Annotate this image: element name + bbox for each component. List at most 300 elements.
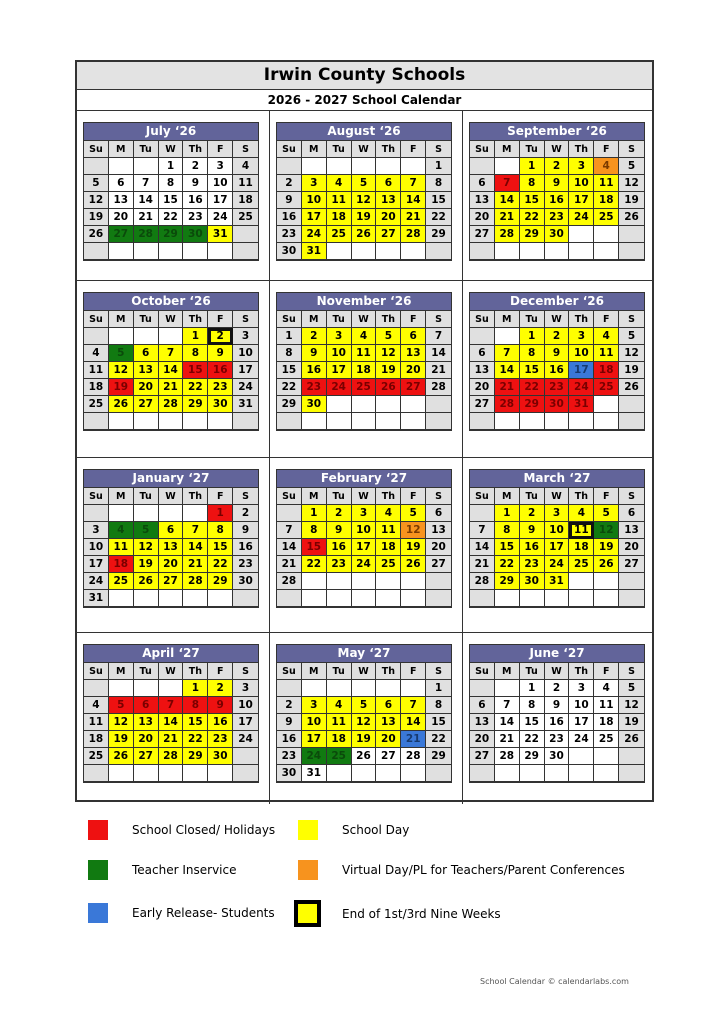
empty-cell [470,505,495,522]
empty-cell [594,396,619,413]
weekday-header: S [233,311,258,328]
day-cell: 3 [302,175,327,192]
day-cell: 3 [327,328,352,345]
month-section [77,458,270,633]
day-cell: 14 [401,714,426,731]
day-cell: 25 [376,556,401,573]
empty-cell [183,243,208,260]
weekday-header: F [208,488,233,505]
day-cell: 25 [84,748,109,765]
empty-cell [352,158,377,175]
weekday-header: Th [376,311,401,328]
empty-cell [401,413,426,430]
weekday-header: S [233,141,258,158]
day-cell: 27 [619,556,644,573]
weekday-header: Tu [327,141,352,158]
day-cell: 28 [277,573,302,590]
empty-cell [302,158,327,175]
empty-cell [401,243,426,260]
day-cell: 17 [84,556,109,573]
empty-cell [426,590,451,607]
day-cell: 18 [569,539,594,556]
day-cell: 10 [569,175,594,192]
day-cell: 22 [159,209,184,226]
day-cell: 17 [545,539,570,556]
weekday-header: Tu [520,311,545,328]
day-cell: 26 [594,556,619,573]
weekday-header: M [109,311,134,328]
day-cell: 28 [183,573,208,590]
day-cell: 27 [134,748,159,765]
day-cell: 13 [470,192,495,209]
day-cell: 5 [619,680,644,697]
weekday-header: W [545,311,570,328]
weekday-header: Su [277,488,302,505]
day-cell: 27 [401,379,426,396]
day-cell: 11 [327,714,352,731]
weekday-header: Th [569,488,594,505]
day-cell: 27 [470,748,495,765]
month-section [270,281,463,458]
weekday-header: W [545,141,570,158]
empty-cell [470,413,495,430]
day-cell: 30 [520,573,545,590]
day-cell: 27 [470,396,495,413]
empty-cell [619,748,644,765]
inservice-swatch [88,860,108,880]
weekday-header: S [233,663,258,680]
day-cell: 3 [208,158,233,175]
weekday-header: S [619,663,644,680]
day-cell: 6 [470,345,495,362]
weekday-header: Tu [520,141,545,158]
day-cell: 20 [376,209,401,226]
day-cell: 19 [134,556,159,573]
empty-cell [109,158,134,175]
day-cell: 3 [352,505,377,522]
day-cell: 18 [594,362,619,379]
day-cell: 7 [426,328,451,345]
day-cell: 10 [208,175,233,192]
month-title: December ‘26 [470,293,644,311]
day-cell: 5 [619,328,644,345]
weekday-header: S [619,141,644,158]
empty-cell [134,413,159,430]
day-cell: 9 [208,345,233,362]
day-cell: 23 [302,379,327,396]
day-cell: 30 [208,396,233,413]
day-cell: 31 [302,765,327,782]
empty-cell [594,590,619,607]
day-cell: 3 [569,158,594,175]
month-days-grid [84,311,258,430]
day-cell: 31 [302,243,327,260]
day-cell: 19 [376,362,401,379]
day-cell: 28 [159,396,184,413]
weekday-header: Tu [327,311,352,328]
day-cell: 23 [545,209,570,226]
day-cell: 1 [426,680,451,697]
day-cell: 12 [109,362,134,379]
day-cell: 4 [569,505,594,522]
legend-label: Early Release- Students [132,906,275,920]
empty-cell [619,396,644,413]
empty-cell [159,505,184,522]
day-cell: 21 [401,731,426,748]
day-cell: 24 [327,379,352,396]
empty-cell [520,413,545,430]
day-cell: 6 [619,505,644,522]
empty-cell [208,413,233,430]
day-cell: 24 [233,379,258,396]
day-cell: 9 [277,714,302,731]
day-cell: 10 [233,345,258,362]
day-cell: 11 [109,539,134,556]
weekday-header: M [109,663,134,680]
day-cell: 18 [352,362,377,379]
legend-label: Virtual Day/PL for Teachers/Parent Conferences [342,863,625,877]
empty-cell [208,765,233,782]
day-cell: 16 [208,362,233,379]
weekday-header: Su [84,663,109,680]
month-days-grid [470,663,644,782]
day-cell: 25 [84,396,109,413]
day-cell: 29 [208,573,233,590]
day-cell: 12 [619,175,644,192]
weekday-header: Tu [134,311,159,328]
day-cell: 14 [401,192,426,209]
day-cell: 2 [520,505,545,522]
weekday-header: M [302,663,327,680]
day-cell: 25 [109,573,134,590]
day-cell: 24 [302,226,327,243]
day-cell: 22 [183,731,208,748]
month-calendar [83,469,259,608]
day-cell: 17 [569,714,594,731]
weekday-header: W [159,141,184,158]
legend-nine-weeks [294,900,501,927]
empty-cell [545,413,570,430]
day-cell: 24 [569,731,594,748]
empty-cell [327,590,352,607]
empty-cell [352,573,377,590]
empty-cell [376,680,401,697]
weekday-header: Su [84,311,109,328]
weekday-header: M [109,141,134,158]
weekday-header: Th [569,311,594,328]
empty-cell [401,590,426,607]
day-cell: 20 [109,209,134,226]
day-cell: 7 [470,522,495,539]
day-cell: 31 [569,396,594,413]
day-cell: 30 [277,243,302,260]
day-cell: 4 [594,158,619,175]
empty-cell [352,396,377,413]
day-cell: 1 [426,158,451,175]
day-cell: 2 [302,328,327,345]
day-cell: 29 [277,396,302,413]
empty-cell [134,680,159,697]
empty-cell [327,243,352,260]
day-cell: 2 [277,697,302,714]
day-cell: 9 [545,175,570,192]
day-cell: 24 [352,556,377,573]
empty-cell [84,765,109,782]
weekday-header: F [401,311,426,328]
day-cell: 5 [109,345,134,362]
month-title: February ‘27 [277,470,451,488]
empty-cell [277,590,302,607]
day-cell: 15 [520,362,545,379]
weekday-header: Tu [327,663,352,680]
day-cell: 6 [134,697,159,714]
page-title: Irwin County Schools [77,62,652,90]
weekday-header: Tu [327,488,352,505]
day-cell: 4 [376,505,401,522]
empty-cell [520,590,545,607]
empty-cell [545,243,570,260]
day-cell: 18 [233,192,258,209]
day-cell: 7 [401,697,426,714]
day-cell: 22 [183,379,208,396]
empty-cell [495,590,520,607]
page-subtitle: 2026 - 2027 School Calendar [77,90,652,111]
day-cell: 27 [376,226,401,243]
weekday-header: W [159,488,184,505]
empty-cell [569,748,594,765]
weekday-header: F [208,141,233,158]
weekday-header: W [545,488,570,505]
day-cell: 25 [327,226,352,243]
day-cell: 1 [302,505,327,522]
weekday-header: F [208,663,233,680]
day-cell: 20 [470,379,495,396]
day-cell: 20 [619,539,644,556]
empty-cell [134,505,159,522]
empty-cell [277,505,302,522]
day-cell: 27 [109,226,134,243]
weekday-header: Su [470,141,495,158]
day-cell: 25 [594,209,619,226]
empty-cell [495,765,520,782]
day-cell: 5 [134,522,159,539]
day-cell: 14 [495,192,520,209]
day-cell: 24 [84,573,109,590]
calendar-frame [75,60,654,802]
empty-cell [594,748,619,765]
day-cell: 15 [495,539,520,556]
day-cell: 31 [208,226,233,243]
month-title: January ‘27 [84,470,258,488]
empty-cell [134,765,159,782]
empty-cell [233,748,258,765]
month-calendar [83,292,259,431]
weekday-header: F [594,141,619,158]
day-cell: 9 [277,192,302,209]
months-grid [77,111,652,804]
day-cell: 25 [594,379,619,396]
day-cell: 30 [277,765,302,782]
day-cell: 27 [134,396,159,413]
day-cell: 2 [545,328,570,345]
day-cell: 11 [594,697,619,714]
empty-cell [109,680,134,697]
day-cell: 30 [545,748,570,765]
day-cell: 16 [327,539,352,556]
weekday-header: F [594,663,619,680]
day-cell: 15 [426,192,451,209]
day-cell: 30 [302,396,327,413]
day-cell: 25 [569,556,594,573]
day-cell: 28 [134,226,159,243]
weekday-header: S [619,311,644,328]
day-cell: 10 [569,697,594,714]
month-section [463,633,652,804]
empty-cell [183,590,208,607]
day-cell: 30 [183,226,208,243]
empty-cell [352,680,377,697]
empty-cell [134,243,159,260]
day-cell: 23 [277,748,302,765]
day-cell: 26 [352,226,377,243]
empty-cell [109,765,134,782]
empty-cell [376,396,401,413]
day-cell: 24 [233,731,258,748]
day-cell: 1 [183,328,208,345]
empty-cell [159,590,184,607]
month-days-grid [84,141,258,260]
empty-cell [426,765,451,782]
month-calendar [469,469,645,608]
month-title: August ‘26 [277,123,451,141]
day-cell: 12 [594,522,619,539]
day-cell: 11 [569,522,594,539]
day-cell: 3 [569,328,594,345]
day-cell: 11 [233,175,258,192]
month-title: April ‘27 [84,645,258,663]
day-cell: 1 [183,680,208,697]
day-cell: 22 [426,731,451,748]
day-cell: 28 [495,748,520,765]
day-cell: 16 [183,192,208,209]
empty-cell [233,413,258,430]
empty-cell [470,680,495,697]
weekday-header: Tu [134,141,159,158]
day-cell: 15 [520,714,545,731]
day-cell: 30 [545,226,570,243]
empty-cell [470,590,495,607]
day-cell: 2 [545,680,570,697]
empty-cell [594,413,619,430]
day-cell: 1 [520,158,545,175]
weekday-header: S [619,488,644,505]
day-cell: 10 [302,714,327,731]
empty-cell [520,765,545,782]
empty-cell [569,765,594,782]
day-cell: 3 [233,328,258,345]
empty-cell [159,765,184,782]
day-cell: 17 [352,539,377,556]
empty-cell [109,328,134,345]
day-cell: 6 [426,505,451,522]
day-cell: 11 [376,522,401,539]
day-cell: 8 [520,175,545,192]
day-cell: 11 [594,345,619,362]
day-cell: 21 [401,209,426,226]
day-cell: 20 [470,731,495,748]
day-cell: 19 [594,539,619,556]
empty-cell [401,573,426,590]
day-cell: 22 [426,209,451,226]
day-cell: 1 [159,158,184,175]
empty-cell [327,680,352,697]
day-cell: 17 [233,362,258,379]
empty-cell [594,243,619,260]
day-cell: 24 [545,556,570,573]
legend-label: School Closed/ Holidays [132,823,276,837]
day-cell: 29 [183,748,208,765]
weekday-header: F [594,488,619,505]
empty-cell [109,590,134,607]
empty-cell [277,413,302,430]
day-cell: 7 [401,175,426,192]
day-cell: 8 [520,345,545,362]
day-cell: 2 [545,158,570,175]
day-cell: 28 [495,226,520,243]
empty-cell [401,158,426,175]
weekday-header: M [302,488,327,505]
empty-cell [569,243,594,260]
day-cell: 17 [569,362,594,379]
empty-cell [545,765,570,782]
month-title: July ‘26 [84,123,258,141]
month-days-grid [470,488,644,607]
month-calendar [469,122,645,261]
empty-cell [376,158,401,175]
empty-cell [109,505,134,522]
day-cell: 7 [159,345,184,362]
day-cell: 4 [594,680,619,697]
day-cell: 15 [183,362,208,379]
day-cell: 26 [109,396,134,413]
weekday-header: Tu [520,488,545,505]
day-cell: 13 [470,362,495,379]
weekday-header: M [495,141,520,158]
day-cell: 13 [109,192,134,209]
empty-cell [84,413,109,430]
day-cell: 14 [183,539,208,556]
month-section [463,111,652,281]
day-cell: 8 [520,697,545,714]
day-cell: 16 [545,714,570,731]
weekday-header: Su [277,141,302,158]
empty-cell [233,765,258,782]
empty-cell [376,765,401,782]
legend-closed [88,820,275,840]
month-calendar [276,292,452,431]
empty-cell [569,413,594,430]
day-cell: 26 [352,748,377,765]
day-cell: 26 [109,748,134,765]
day-cell: 17 [302,731,327,748]
day-cell: 23 [277,226,302,243]
day-cell: 3 [545,505,570,522]
day-cell: 16 [233,539,258,556]
day-cell: 14 [495,714,520,731]
month-title: September ‘26 [470,123,644,141]
nine-weeks-swatch [294,900,321,927]
empty-cell [302,413,327,430]
